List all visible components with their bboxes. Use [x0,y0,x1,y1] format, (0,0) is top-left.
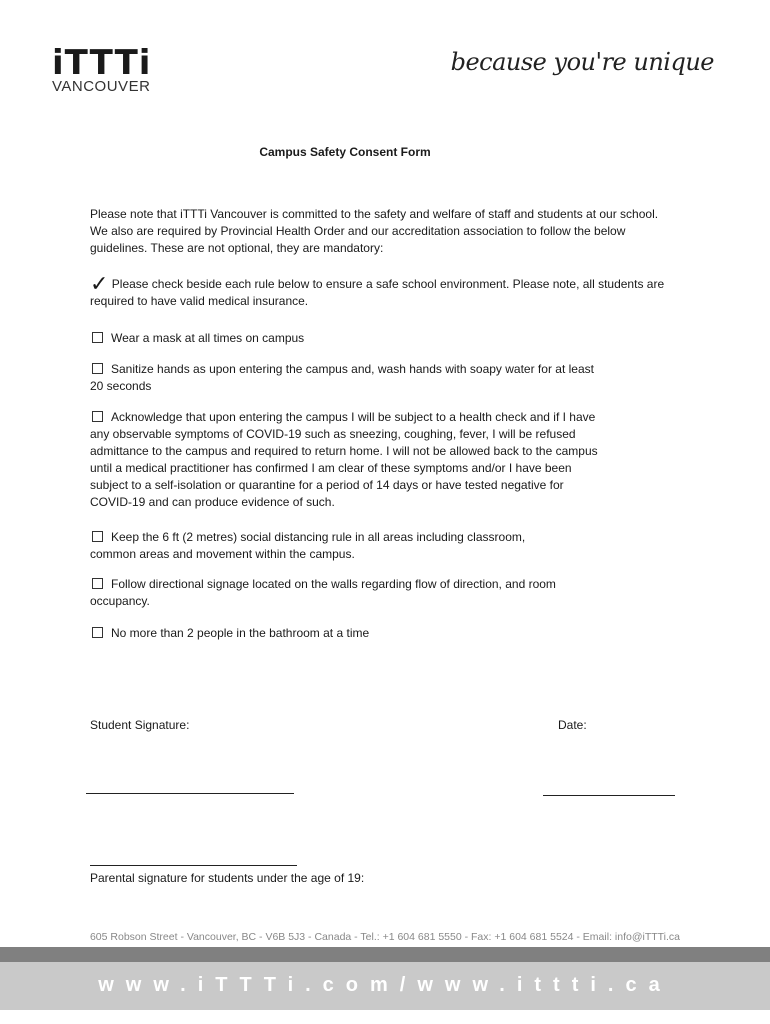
date-label: Date: [558,718,587,732]
rule-checkbox[interactable] [92,332,103,343]
checkmark-icon: ✓ [90,272,109,297]
parental-signature-line[interactable] [90,865,297,866]
rule-checkbox[interactable] [92,411,103,422]
form-title: Campus Safety Consent Form [259,145,431,159]
footer-website: www.iTTTi.com/www.ittti.ca [98,974,672,996]
rule-checkbox[interactable] [92,363,103,374]
rule-text: Wear a mask at all times on campus [111,331,305,345]
rule-text: No more than 2 people in the bathroom at a time [111,626,370,640]
check-instruction-text: Please check beside each rule below to ensure a safe school environment. Please note, all students are required to have valid medical insurance. [90,277,665,308]
rule-checkbox[interactable] [92,627,103,638]
rule-item [90,361,600,395]
logo-wordmark: iTTTi [52,43,152,83]
footer-band-dark [0,947,770,962]
rule-item [90,330,670,347]
rule-text: Sanitize hands as upon entering the campus and, wash hands with soapy water for at least 20 seconds [90,362,594,393]
rule-text: Acknowledge that upon entering the campus I will be subject to a health check and if I have any observable symptoms of COVID-19 such as sneezing, coughing, fever, I will be refused admittance to the campus and required to return home. I will not be allowed back to the campus until a medical practitioner has confirmed I am clear of these symptoms and/or I have been subject to a self-isolation or quarantine for a period of 14 days or have tested negative for COVID-19 and can produce evidence of such. [90,410,598,509]
logo [52,43,152,95]
intro-paragraph: Please note that iTTTi Vancouver is committed to the safety and welfare of staff and students at our school. We also are required by Provincial Health Order and our accreditation association to follow the below guidelines. These are not optional, they are mandatory: [90,207,659,255]
rule-text: Keep the 6 ft (2 metres) social distancing rule in all areas including classroom, common areas and movement within the campus. [90,530,526,561]
rule-item [90,529,560,563]
date-line[interactable] [543,795,675,796]
rule-item [90,409,602,511]
parental-signature-label: Parental signature for students under the age of 19: [90,871,365,885]
student-signature-label: Student Signature: [90,718,190,732]
rule-item [90,625,670,642]
rule-checkbox[interactable] [92,531,103,542]
rule-item [90,576,600,610]
check-instruction [90,272,670,310]
footer-address: 605 Robson Street - Vancouver, BC - V6B 5J3 - Canada - Tel.: +1 604 681 5550 - Fax: +1 604 681 5524 - Email: info@iTTTi.ca [89,931,681,943]
rule-text: Follow directional signage located on the walls regarding flow of direction, and room occupancy. [90,577,556,608]
rule-checkbox[interactable] [92,578,103,589]
student-signature-line[interactable] [86,793,294,794]
tagline: because you're unique [450,48,714,76]
logo-subtitle: VANCOUVER [52,78,151,95]
